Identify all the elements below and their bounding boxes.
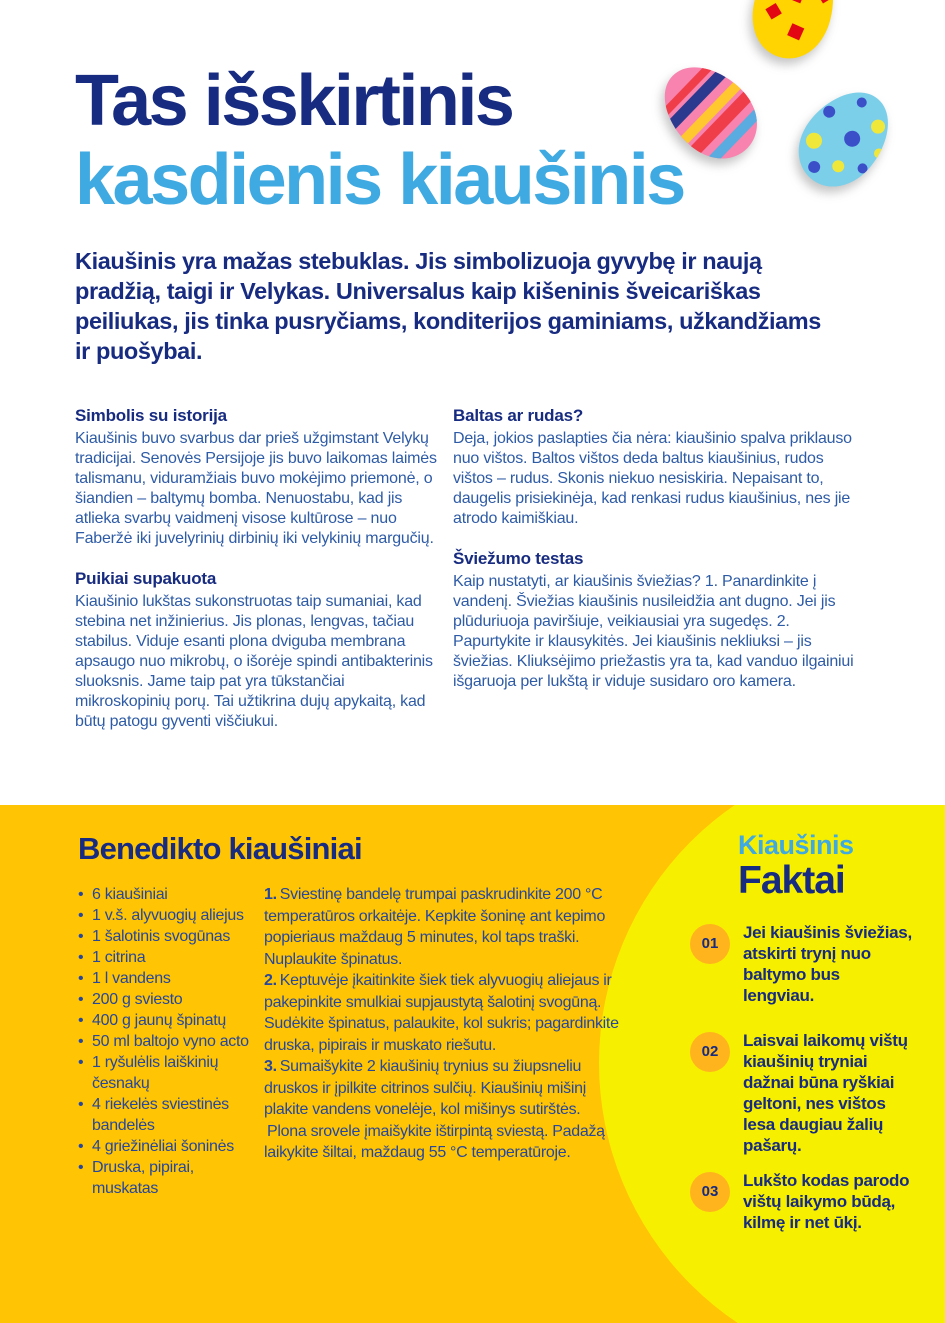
ingredient-item: • Druska, pipirai, muskatas — [78, 1157, 256, 1199]
recipe-title: Benedikto kiaušiniai — [78, 831, 362, 866]
fact-item-3 — [690, 1170, 912, 1233]
article-column-right — [453, 406, 867, 752]
article-heading: Puikiai supakuota — [75, 569, 217, 588]
step-number: 3. — [264, 1058, 277, 1075]
fact-text: Laisvai laikomų vištų kiaušinių tryniai dažnai būna ryškiai geltoni, nes vištos lesa daugiau žalių pašarų. — [743, 1031, 908, 1155]
fact-text: Jei kiaušinis šviežias, atskirti trynį nuo baltymo bus lengviau. — [743, 923, 912, 1005]
article-body: Kiaušinis buvo svarbus dar prieš užgimstant Velykų tradicijai. Senovės Persijoje jis buvo laikomas laimės talismanu, viduramžiais buvo mokėjimo priemonė, o šiandien – baltymų bomba. Nenuostabu, kad jis atlieka svarbų vaidmenį visose kultūrose – nuo Faberžė iki juvelyrinių dirbinių iki velykinių margučių. — [75, 430, 437, 547]
recipe-steps — [264, 884, 620, 1199]
ingredient-item: • 1 citrina — [78, 947, 256, 968]
recipe-step: Plona srovele įmaišykite ištirpintą sviestą. Padažą laikykite šiltai, maždaug 55 °C temperatūroje. — [264, 1122, 605, 1161]
step-number: 2. — [264, 972, 277, 989]
fact-text: Lukšto kodas parodo vištų laikymo būdą, kilmę ir net ūkį. — [743, 1171, 910, 1232]
ingredient-item: • 1 šalotinis svogūnas — [78, 926, 256, 947]
article-body: Kaip nustatyti, ar kiaušinis šviežias? 1. Panardinkite į vandenį. Šviežias kiaušinis nusileidžia ant dugno. Jei jis plūduriuoja paviršiuje, veikiausiai yra sugedęs. 2. Papurtykite ir klausykitės. Jei kiaušinis nekliuksi – jis šviežias. Kliuksėjimo priežastis yra ta, kad vanduo ilgainiui išgaruoja per lukštą ir viduje susidaro oro kamera. — [453, 573, 854, 690]
recipe-columns — [78, 884, 620, 1199]
ingredient-item: • 4 riekelės sviestinės bandelės — [78, 1094, 256, 1136]
article-freshness-test — [453, 549, 867, 692]
fact-item-2 — [690, 1030, 912, 1156]
article-column-left — [75, 406, 437, 752]
article-symbol-history — [75, 406, 437, 549]
fact-number-badge: 02 — [690, 1032, 730, 1072]
ingredient-item: • 6 kiaušiniai — [78, 884, 256, 905]
ingredient-item: • 400 g jaunų špinatų — [78, 1010, 256, 1031]
ingredient-item: • 1 l vandens — [78, 968, 256, 989]
ingredient-item: • 200 g sviesto — [78, 989, 256, 1010]
recipe-section — [0, 805, 945, 1323]
ingredient-item: • 4 griežinėliai šoninės — [78, 1136, 256, 1157]
facts-title — [738, 831, 928, 901]
fact-number-badge: 01 — [690, 924, 730, 964]
article-body: Deja, jokios paslapties čia nėra: kiaušinio spalva priklauso nuo vištos. Baltos vištos deda baltus kiaušinius, rudos vištos – rudus. Skonis niekuo nesiskiria. Nepaisant to, daugelis prisiekinėja, kad renkasi rudus kiaušinius, nes jie atrodo kaimiškiau. — [453, 430, 852, 527]
page-title-line2: kasdienis kiaušinis — [75, 140, 684, 220]
recipe-step: 1. Sviestinę bandelę trumpai paskrudinkite 200 °C temperatūros orkaitėje. Kepkite šoninę ant kepimo popieriaus maždaug 5 minutes, kol taps traški. Nuplaukite špinatus. — [264, 886, 606, 968]
page-title — [75, 62, 684, 220]
article-body: Kiaušinio lukštas sukonstruotas taip sumaniai, kad stebina net inžinierius. Jis plonas, lengvas, tačiau stabilus. Viduje esanti plona dviguba membrana apsaugo nuo mikrobų, o išorėje spindi antibakterinis sluoksnis. Jame taip pat yra tūkstančiai mikroskopinių porų. Tai užtikrina dujų apykaitą, kad būtų patogu gyventi viščiukui. — [75, 593, 433, 730]
recipe-step: 3. Sumaišykite 2 kiaušinių trynius su žiupsneliu druskos ir įpilkite citrinos sulčių. Kiaušinių mišinį plakite vandens vonelėje, kol mišinys sutirštės. — [264, 1058, 586, 1118]
article-white-or-brown — [453, 406, 867, 529]
article-columns — [75, 406, 867, 752]
ingredient-list — [78, 884, 256, 1199]
facts-title-line2: Faktai — [738, 859, 845, 902]
fact-number-badge: 03 — [690, 1172, 730, 1212]
intro-paragraph: Kiaušinis yra mažas stebuklas. Jis simbolizuoja gyvybę ir naują pradžią, taigi ir Velykas. Universalus kaip kišeninis šveicariškas peiliukas, jis tinka pusryčiams, konditerijos gaminiams, užkandžiams ir puošybai. — [75, 248, 821, 364]
facts-title-line1: Kiaušinis — [738, 830, 854, 860]
fact-item-1 — [690, 922, 912, 1006]
ingredient-item: • 1 ryšulėlis laiškinių česnakų — [78, 1052, 256, 1094]
article-heading: Simbolis su istorija — [75, 406, 227, 425]
blue-dotted-egg-icon — [783, 76, 908, 201]
ingredient-item: • 1 v.š. alyvuogių aliejus — [78, 905, 256, 926]
page-title-line1: Tas išskirtinis — [75, 61, 513, 141]
step-number: 1. — [264, 886, 277, 903]
ingredient-item: • 50 ml baltojo vyno acto — [78, 1031, 256, 1052]
recipe-step: 2. Keptuvėje įkaitinkite šiek tiek alyvuogių aliejaus ir pakepinkite smulkiai supjaustytą šalotinį svogūną. Sudėkite špinatus, palaukite, kol sukris; pagardinkite druska, pipirais ir muskato riešutu. — [264, 972, 619, 1054]
article-perfectly-packed — [75, 569, 437, 732]
article-heading: Šviežumo testas — [453, 549, 584, 568]
article-heading: Baltas ar rudas? — [453, 406, 584, 425]
